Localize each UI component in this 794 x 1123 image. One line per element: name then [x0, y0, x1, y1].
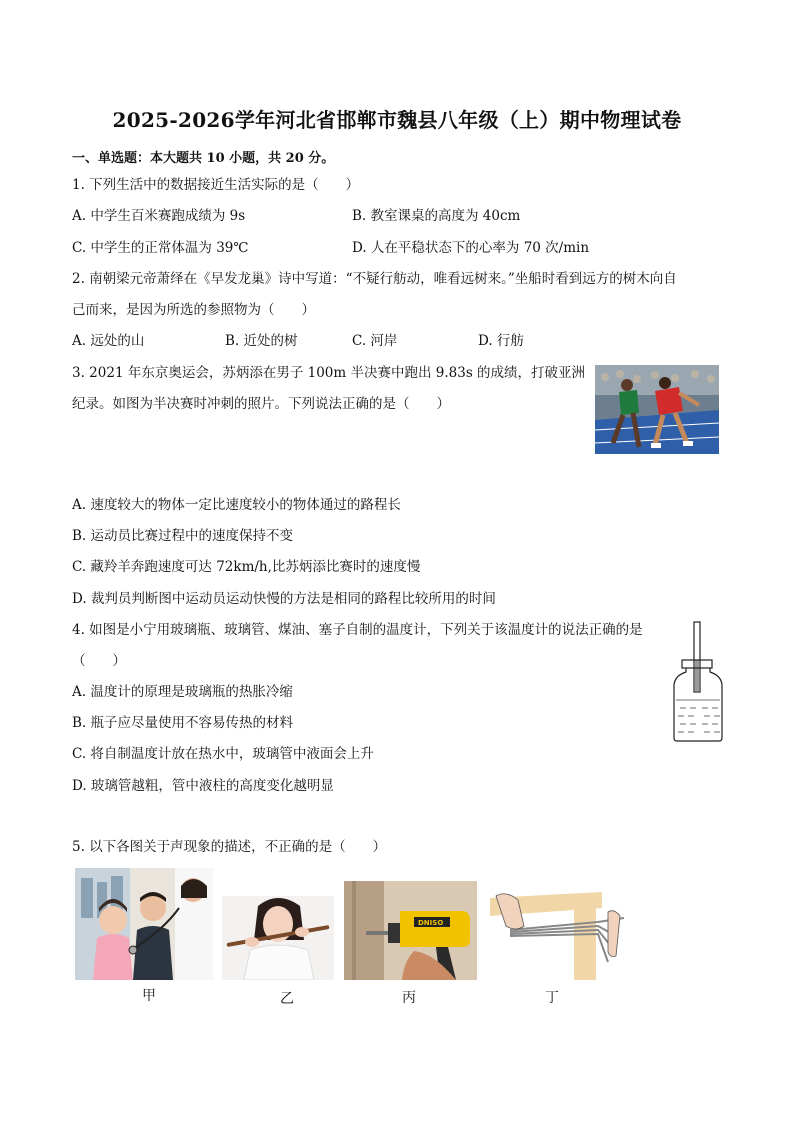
- section-heading: 一、单选题：本大题共 10 小题，共 20 分。: [72, 151, 335, 166]
- question-1-option-b: B. 教室课桌的高度为 40cm: [352, 208, 521, 224]
- question-5-stem: 5. 以下各图关于声现象的描述，不正确的是（ ）: [72, 839, 387, 855]
- figure-caption-yi: 乙: [280, 991, 294, 1007]
- question-1-stem: 1. 下列生活中的数据接近生活实际的是（ ）: [72, 177, 360, 193]
- figure-caption-bing: 丙: [402, 990, 416, 1006]
- flute-player-image: [222, 896, 334, 980]
- question-4-option-a: A. 温度计的原理是玻璃瓶的热胀冷缩: [72, 684, 293, 700]
- question-4-option-d: D. 玻璃管越粗，管中液柱的高度变化越明显: [72, 778, 334, 794]
- question-2-option-d: D. 行舫: [478, 333, 524, 349]
- figure-caption-ding: 丁: [545, 990, 559, 1006]
- question-2-option-c: C. 河岸: [352, 333, 398, 349]
- question-4-stem-line-1: 4. 如图是小宁用玻璃瓶、玻璃管、煤油、塞子自制的温度计，下列关于该温度计的说法正确的是: [72, 622, 643, 638]
- question-2-option-a: A. 远处的山: [72, 333, 145, 349]
- question-4-option-b: B. 瓶子应尽量使用不容易传热的材料: [72, 715, 294, 731]
- question-4-option-c: C. 将自制温度计放在热水中，玻璃管中液面会上升: [72, 746, 374, 762]
- page-title: 2025-2026学年河北省邯郸市魏县八年级（上）期中物理试卷: [112, 108, 682, 132]
- figure-caption-jia: 甲: [142, 988, 156, 1004]
- question-1-option-a: A. 中学生百米赛跑成绩为 9s: [72, 208, 246, 224]
- question-2-stem-line-1: 2. 南朝梁元帝萧绎在《早发龙巢》诗中写道：“不疑行舫动，唯看远树来。”坐船时看到远方的树木向自: [72, 271, 677, 287]
- question-3-stem-line-2: 纪录。如图为半决赛时冲刺的照片。下列说法正确的是（ ）: [72, 396, 450, 412]
- question-4-stem-line-2: （ ）: [72, 653, 126, 669]
- question-1-option-c: C. 中学生的正常体温为 39℃: [72, 240, 249, 256]
- question-3-option-a: A. 速度较大的物体一定比速度较小的物体通过的路程长: [72, 497, 401, 513]
- question-2-stem-line-2: 己而来，是因为所选的参照物为（ ）: [72, 302, 315, 318]
- sprinters-photo: [595, 365, 719, 454]
- question-2-option-b: B. 近处的树: [225, 333, 298, 349]
- question-3-stem-line-1: 3. 2021 年东京奥运会，苏炳添在男子 100m 半决赛中跑出 9.83s 的成绩，打破亚洲: [72, 365, 586, 381]
- doctor-stethoscope-image: [75, 868, 213, 980]
- question-3-option-c: C. 藏羚羊奔跑速度可达 72km/h,比苏炳添比赛时的速度慢: [72, 559, 421, 575]
- electric-drill-image: [344, 881, 477, 980]
- question-1-option-d: D. 人在平稳状态下的心率为 70 次/min: [352, 240, 590, 256]
- question-3-option-d: D. 裁判员判断图中运动员运动快慢的方法是相同的路程比较所用的时间: [72, 591, 496, 607]
- ruler-vibration-image: [490, 886, 628, 980]
- question-3-option-b: B. 运动员比赛过程中的速度保持不变: [72, 528, 294, 544]
- svg-text:DNISO: DNISO: [418, 919, 444, 927]
- homemade-thermometer-diagram: [668, 620, 728, 744]
